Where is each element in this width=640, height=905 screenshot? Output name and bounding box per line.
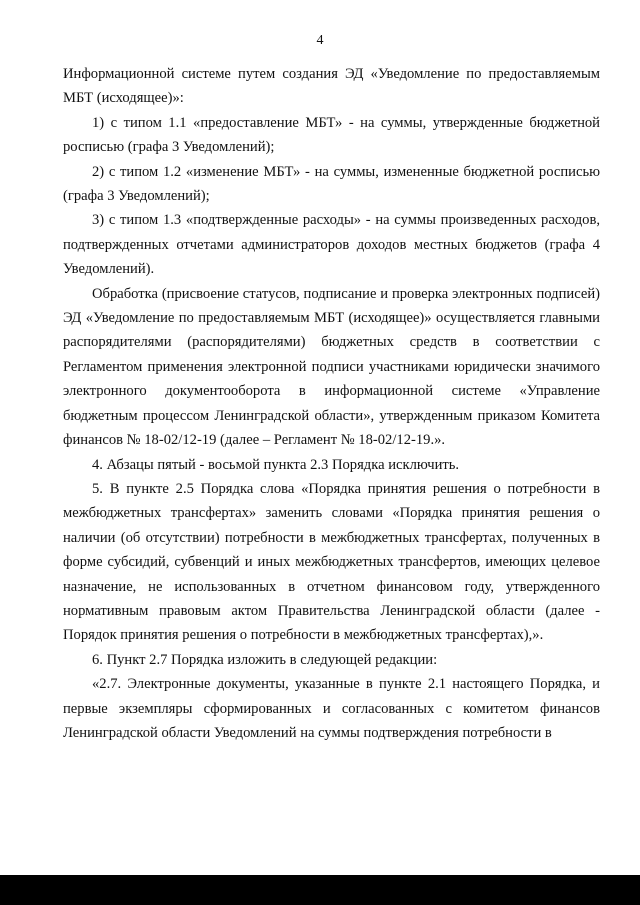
paragraph-item-5: 5. В пункте 2.5 Порядка слова «Порядка принятия решения о потребности в межбюджетных трансфертах» заменить словами «Порядка принятия решения о наличии (об отсутствии) потребности в межбюджетных трансфертах, полученных в форме субсидий, субвенций и иных межбюджетных трансфертов, имеющих целевое назначение, не использованных в отчетном финансовом году, утвержденного нормативным правовым актом Правительства Ленинградской области (далее - Порядок принятия решения о потребности в межбюджетных трансфертах),». bbox=[63, 480, 600, 644]
paragraph-intro-continuation: Информационной системе путем создания ЭД «Уведомление по предоставляемым МБТ (исходящее)»: bbox=[63, 66, 600, 107]
paragraph-processing: Обработка (присвоение статусов, подписание и проверка электронных подписей) ЭД «Уведомление по предоставляемым МБТ (исходящее)» осуществляется главными распорядителями (распорядителями) бюджетных средств в соответствии с Регламентом применения электронной подписи участниками юридически значимого электронного документооборота в информационной системе «Управление бюджетным процессом Ленинградской области», утвержденным приказом Комитета финансов № 18-02/12-19 (далее – Регламент № 18-02/12-19.». bbox=[63, 285, 600, 449]
paragraph-item-6: 6. Пункт 2.7 Порядка изложить в следующей редакции: bbox=[92, 651, 438, 668]
scan-bottom-border bbox=[0, 875, 640, 905]
paragraph-item-2-7: «2.7. Электронные документы, указанные в пункте 2.1 настоящего Порядка, и первые экземпляры сформированных и согласованных с комитетом финансов Ленинградской области Уведомлений на суммы подтверждения потребности в bbox=[63, 676, 600, 741]
paragraph-type-1-1: 1) с типом 1.1 «предоставление МБТ» - на суммы, утвержденные бюджетной росписью (графа 3 Уведомлений); bbox=[63, 114, 600, 156]
paragraph-type-1-2: 2) с типом 1.2 «изменение МБТ» - на суммы, измененные бюджетной росписью (графа 3 Уведомлений); bbox=[63, 163, 600, 205]
document-body bbox=[63, 62, 600, 745]
page-number: 4 bbox=[316, 33, 324, 48]
paragraph-item-4: 4. Абзацы пятый - восьмой пункта 2.3 Порядка исключить. bbox=[92, 456, 460, 473]
paragraph-type-1-3: 3) с типом 1.3 «подтвержденные расходы» - на суммы произведенных расходов, подтвержденных отчетами администраторов доходов местных бюджетов (графа 4 Уведомлений). bbox=[63, 212, 600, 278]
